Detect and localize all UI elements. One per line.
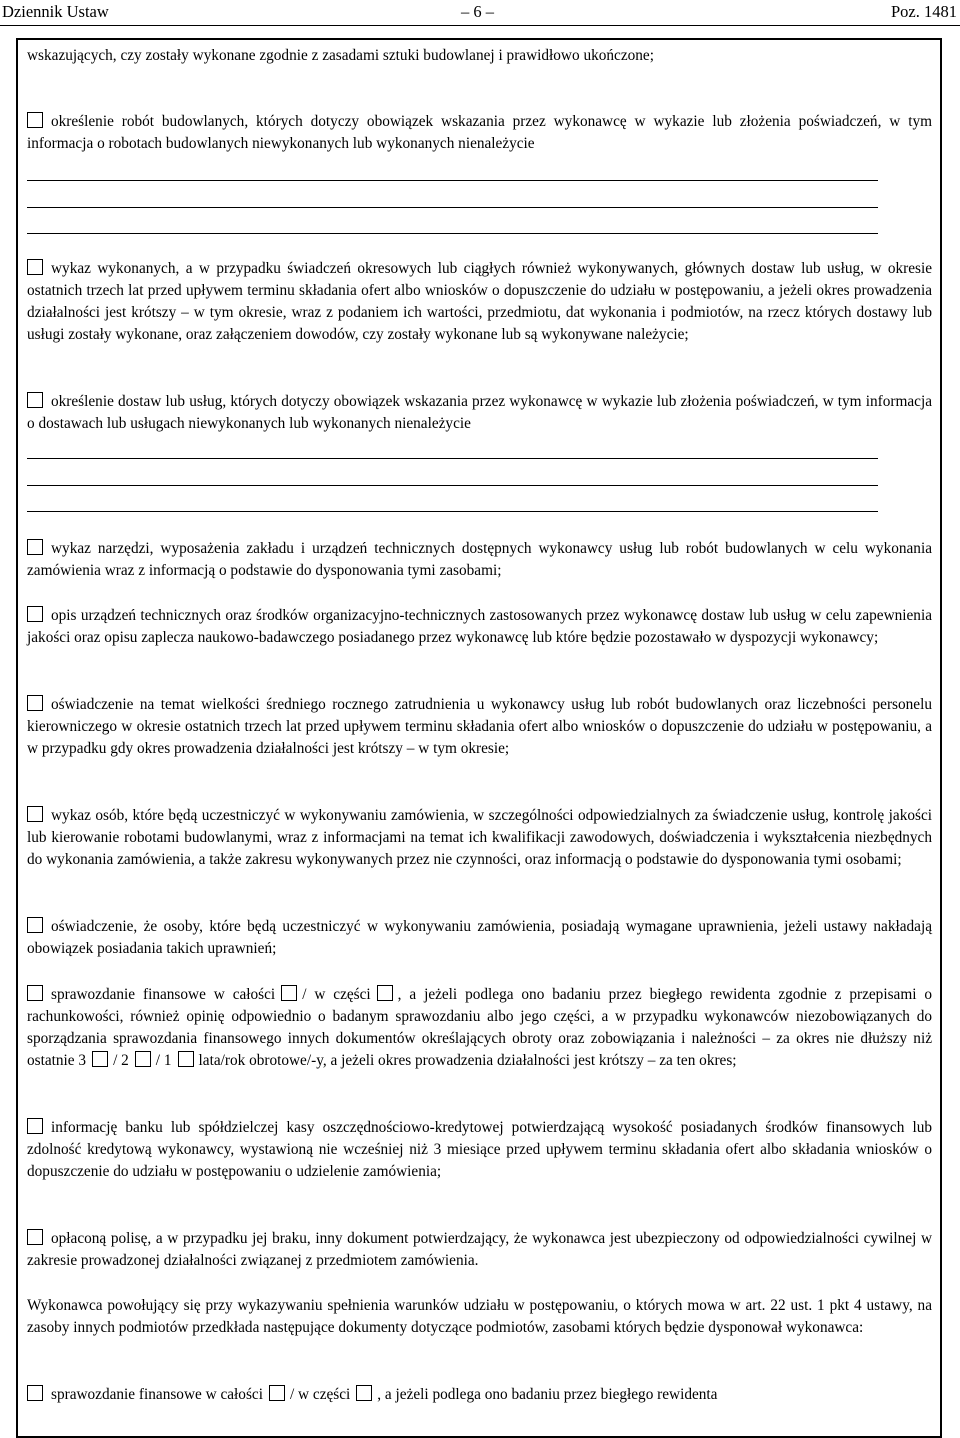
checkbox-whole[interactable] — [281, 985, 297, 1001]
option-bank-information: informację banku lub spółdzielczej kasy oszczędnościowo-kredytowej potwierdzającą wysokość posiadanych środków finansowych lub zdolność kredytową wykonawcy, wystawioną nie wcześniej niż 3 miesiące przed upływem terminu składania ofert albo składania wniosków o dopuszczenie do udziału w postępowaniu o udzielenie zamówienia; — [27, 1119, 932, 1180]
option-employment-statement: oświadczenie na temat wielkości średniego rocznego zatrudnienia u wykonawcy usług lub robót budowlanych oraz liczebności personelu kierowniczego w okresie ostatnich trzech lat przed upływem terminu składania ofert albo wniosków o dopuszczenie do udziału w postępowaniu, a w przypadku gdy okres prowadzenia działalności jest krótszy – w tym okresie; — [27, 696, 932, 757]
option-persons-list: wykaz osób, które będą uczestniczyć w wykonywaniu zamówienia, w szczególności odpowiedzialnych za świadczenie usług, kontrolę jakości lub kierowanie robotami budowlanymi, wraz z informacjami na temat ich kwalifikacji zawodowych, doświadczenia i wykształcenia niezbędnych do wykonania zamówienia, a także zakresu wykonywanych przez nie czynności, oraz informacją o podstawie do dysponowania tymi osobami; — [27, 807, 932, 868]
checkbox-years-1[interactable] — [178, 1051, 194, 1067]
fill-line[interactable] — [27, 180, 878, 181]
checkbox-persons-list[interactable] — [27, 806, 43, 822]
option-financial-statement: sprawozdanie finansowe w całości / w części , a jeżeli podlega ono badaniu przez biegłego rewidenta zgodnie z przepisami o rachunkowości, również opinię odpowiednio o badanym sprawozdaniu albo jego części, a w przypadku wykonawców niezobowiązanych do sporządzania sprawozdania finansowego innych dokumentów określających obroty oraz zobowiązania i należności – za okres nie dłuższy niż ostatnie 3 / 2 / 1 lata/rok obrotowe/-y, a jeżeli okres prowadzenia działalności jest krótszy – za ten okres; — [27, 986, 933, 1069]
checkbox-third-party-financial-statement[interactable] — [27, 1385, 43, 1401]
header-rule — [0, 25, 960, 26]
fill-line[interactable] — [27, 511, 878, 512]
option-deliveries-scope: określenie dostaw lub usług, których dotyczy obowiązek wskazania przez wykonawcę w wykazie lub złożenia poświadczeń, w tym informacja o dostawach lub usługach niewykonanych lub wykonanych nienależycie — [27, 393, 932, 432]
checkbox-technical-description[interactable] — [27, 606, 43, 622]
checkbox-tools-list[interactable] — [27, 539, 43, 555]
checkbox-years-3[interactable] — [92, 1051, 108, 1067]
checkbox-deliveries-list[interactable] — [27, 259, 43, 275]
option-third-party-financial-statement: sprawozdanie finansowe w całości / w części , a jeżeli podlega ono badaniu przez biegłego rewidenta — [27, 1384, 932, 1406]
checkbox-works-scope[interactable] — [27, 112, 43, 128]
fill-line[interactable] — [27, 233, 878, 234]
checkbox-bank-information[interactable] — [27, 1118, 43, 1134]
checkbox-financial-statement[interactable] — [27, 985, 43, 1001]
option-technical-description: opis urządzeń technicznych oraz środków organizacyjno-technicznych zastosowanych przez wykonawcę dostaw lub usług w celu zapewnienia jakości oraz opisu zaplecza naukowo-badawczego posiadanego przez wykonawcę lub które będzie pozostawało w dyspozycji wykonawcy; — [27, 607, 932, 646]
option-insurance-policy: opłaconą polisę, a w przypadku jej braku, inny dokument potwierdzający, że wykonawca jest ubezpieczony od odpowiedzialności cywilnej w zakresie prowadzonej działalności związanej z przedmiotem zamówienia. — [27, 1230, 932, 1269]
paragraph-continuation: wskazujących, czy zostały wykonane zgodnie z zasadami sztuki budowlanej i prawidłowo ukończone; — [27, 47, 654, 64]
fill-line[interactable] — [27, 485, 878, 486]
fill-line[interactable] — [27, 458, 878, 459]
checkbox-qualifications-statement[interactable] — [27, 917, 43, 933]
option-qualifications-statement: oświadczenie, że osoby, które będą uczestniczyć w wykonywaniu zamówienia, posiadają wymagane uprawnienia, jeżeli ustawy nakładają obowiązek posiadania takich uprawnień; — [27, 918, 932, 957]
checkbox-part[interactable] — [377, 985, 393, 1001]
journal-title: Dziennik Ustaw — [2, 2, 109, 21]
checkbox-third-party-part[interactable] — [356, 1385, 372, 1401]
page-number: – 6 – — [461, 2, 494, 21]
option-tools-list: wykaz narzędzi, wyposażenia zakładu i urządzeń technicznych dostępnych wykonawcy usług lub robót budowlanych w celu wykonania zamówienia wraz z informacją o podstawie do dysponowania tymi zasobami; — [27, 540, 932, 579]
checkbox-third-party-whole[interactable] — [269, 1385, 285, 1401]
option-works-scope: określenie robót budowlanych, których dotyczy obowiązek wskazania przez wykonawcę w wykazie lub złożenia poświadczeń, w tym informacja o robotach budowlanych niewykonanych lub wykonanych nienależycie — [27, 113, 932, 152]
checkbox-insurance-policy[interactable] — [27, 1229, 43, 1245]
checkbox-deliveries-scope[interactable] — [27, 392, 43, 408]
fill-line[interactable] — [27, 207, 878, 208]
position-number: Poz. 1481 — [891, 2, 957, 21]
checkbox-years-2[interactable] — [135, 1051, 151, 1067]
checkbox-employment-statement[interactable] — [27, 695, 43, 711]
paragraph-third-party-resources: Wykonawca powołujący się przy wykazywaniu spełnienia warunków udziału w postępowaniu, o których mowa w art. 22 ust. 1 pkt 4 ustawy, na zasoby innych podmiotów przedkłada następujące dokumenty dotyczące podmiotów, zasobami których będzie dysponował wykonawca: — [27, 1297, 932, 1336]
option-deliveries-list: wykaz wykonanych, a w przypadku świadczeń okresowych lub ciągłych również wykonywanych, głównych dostaw lub usług, w okresie ostatnich trzech lat przed upływem terminu składania ofert albo wniosków o dopuszczenie do udziału w postępowaniu, a jeżeli okres prowadzenia działalności jest krótszy – w tym okresie, wraz z podaniem ich wartości, przedmiotu, dat wykonania i podmiotów, na rzecz których dostawy lub usługi zostały wykonane, oraz załączeniem dowodów, czy zostały wykonane lub są wykonywane należycie; — [27, 260, 932, 343]
page-header — [0, 0, 960, 26]
